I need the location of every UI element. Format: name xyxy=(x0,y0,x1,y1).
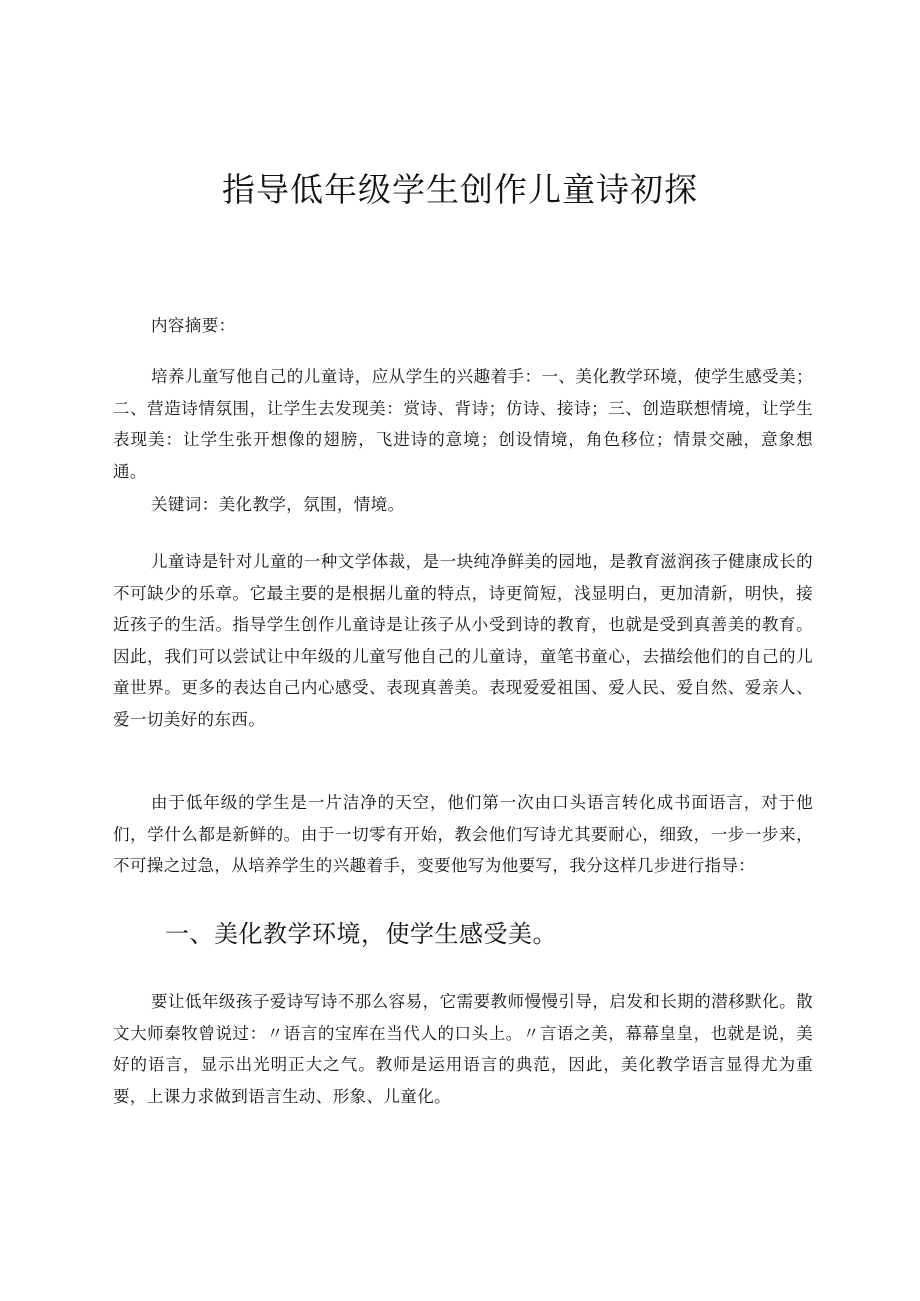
section-heading-1: 一、美化教学环境，使学生感受美。 xyxy=(165,920,557,948)
body-paragraph-1: 儿童诗是针对儿童的一种文学体裁，是一块纯净鲜美的园地，是教育滋润孩子健康成长的不可缺少的乐章。它最主要的是根据儿童的特点，诗更简短，浅显明白，更加清新，明快，接近孩子的生活。指导学生创作儿童诗是让孩子从小受到诗的教育，也就是受到真善美的教育。因此，我们可以尝试让中年级的儿童写他自己的儿童诗，童笔书童心，去描绘他们的自己的儿童世界。更多的表达自己内心感受、表现真善美。表现爱爱祖国、爱人民、爱自然、爱亲人、爱一切美好的东西。 xyxy=(113,552,813,729)
body-paragraph-3: 要让低年级孩子爱诗写诗不那么容易，它需要教师慢慢引导，启发和长期的潜移默化。散文大师秦牧曾说过：〃语言的宝库在当代人的口头上。〃言语之美，幕幕皇皇，也就是说，美好的语言，显示出光明正大之气。教师是运用语言的典范，因此，美化教学语言显得尤为重要，上课力求做到语言生动、形象、儿童化。 xyxy=(113,992,813,1106)
abstract-label: 内容摘要： xyxy=(151,316,236,335)
document-title: 指导低年级学生创作儿童诗初探 xyxy=(222,170,698,209)
keywords: 关键词：美化教学，氛围，情境。 xyxy=(151,495,405,514)
body-paragraph-2: 由于低年级的学生是一片洁净的天空，他们第一次由口头语言转化成书面语言，对于他们，学什么都是新鲜的。由于一切零有开始，教会他们写诗尤其要耐心，细致，一步一步来，不可操之过急，从培养学生的兴趣着手，变要他写为他要写，我分这样几步进行指导： xyxy=(113,793,813,875)
abstract-text: 培养儿童写他自己的儿童诗，应从学生的兴趣着手：一、美化教学环境，使学生感受美；二、营造诗情氛围，让学生去发现美：赏诗、背诗；仿诗、接诗；三、创造联想情境，让学生表现美：让学生张开想像的翅膀，飞进诗的意境；创设情境，角色移位；情景交融，意象想通。 xyxy=(113,367,813,481)
